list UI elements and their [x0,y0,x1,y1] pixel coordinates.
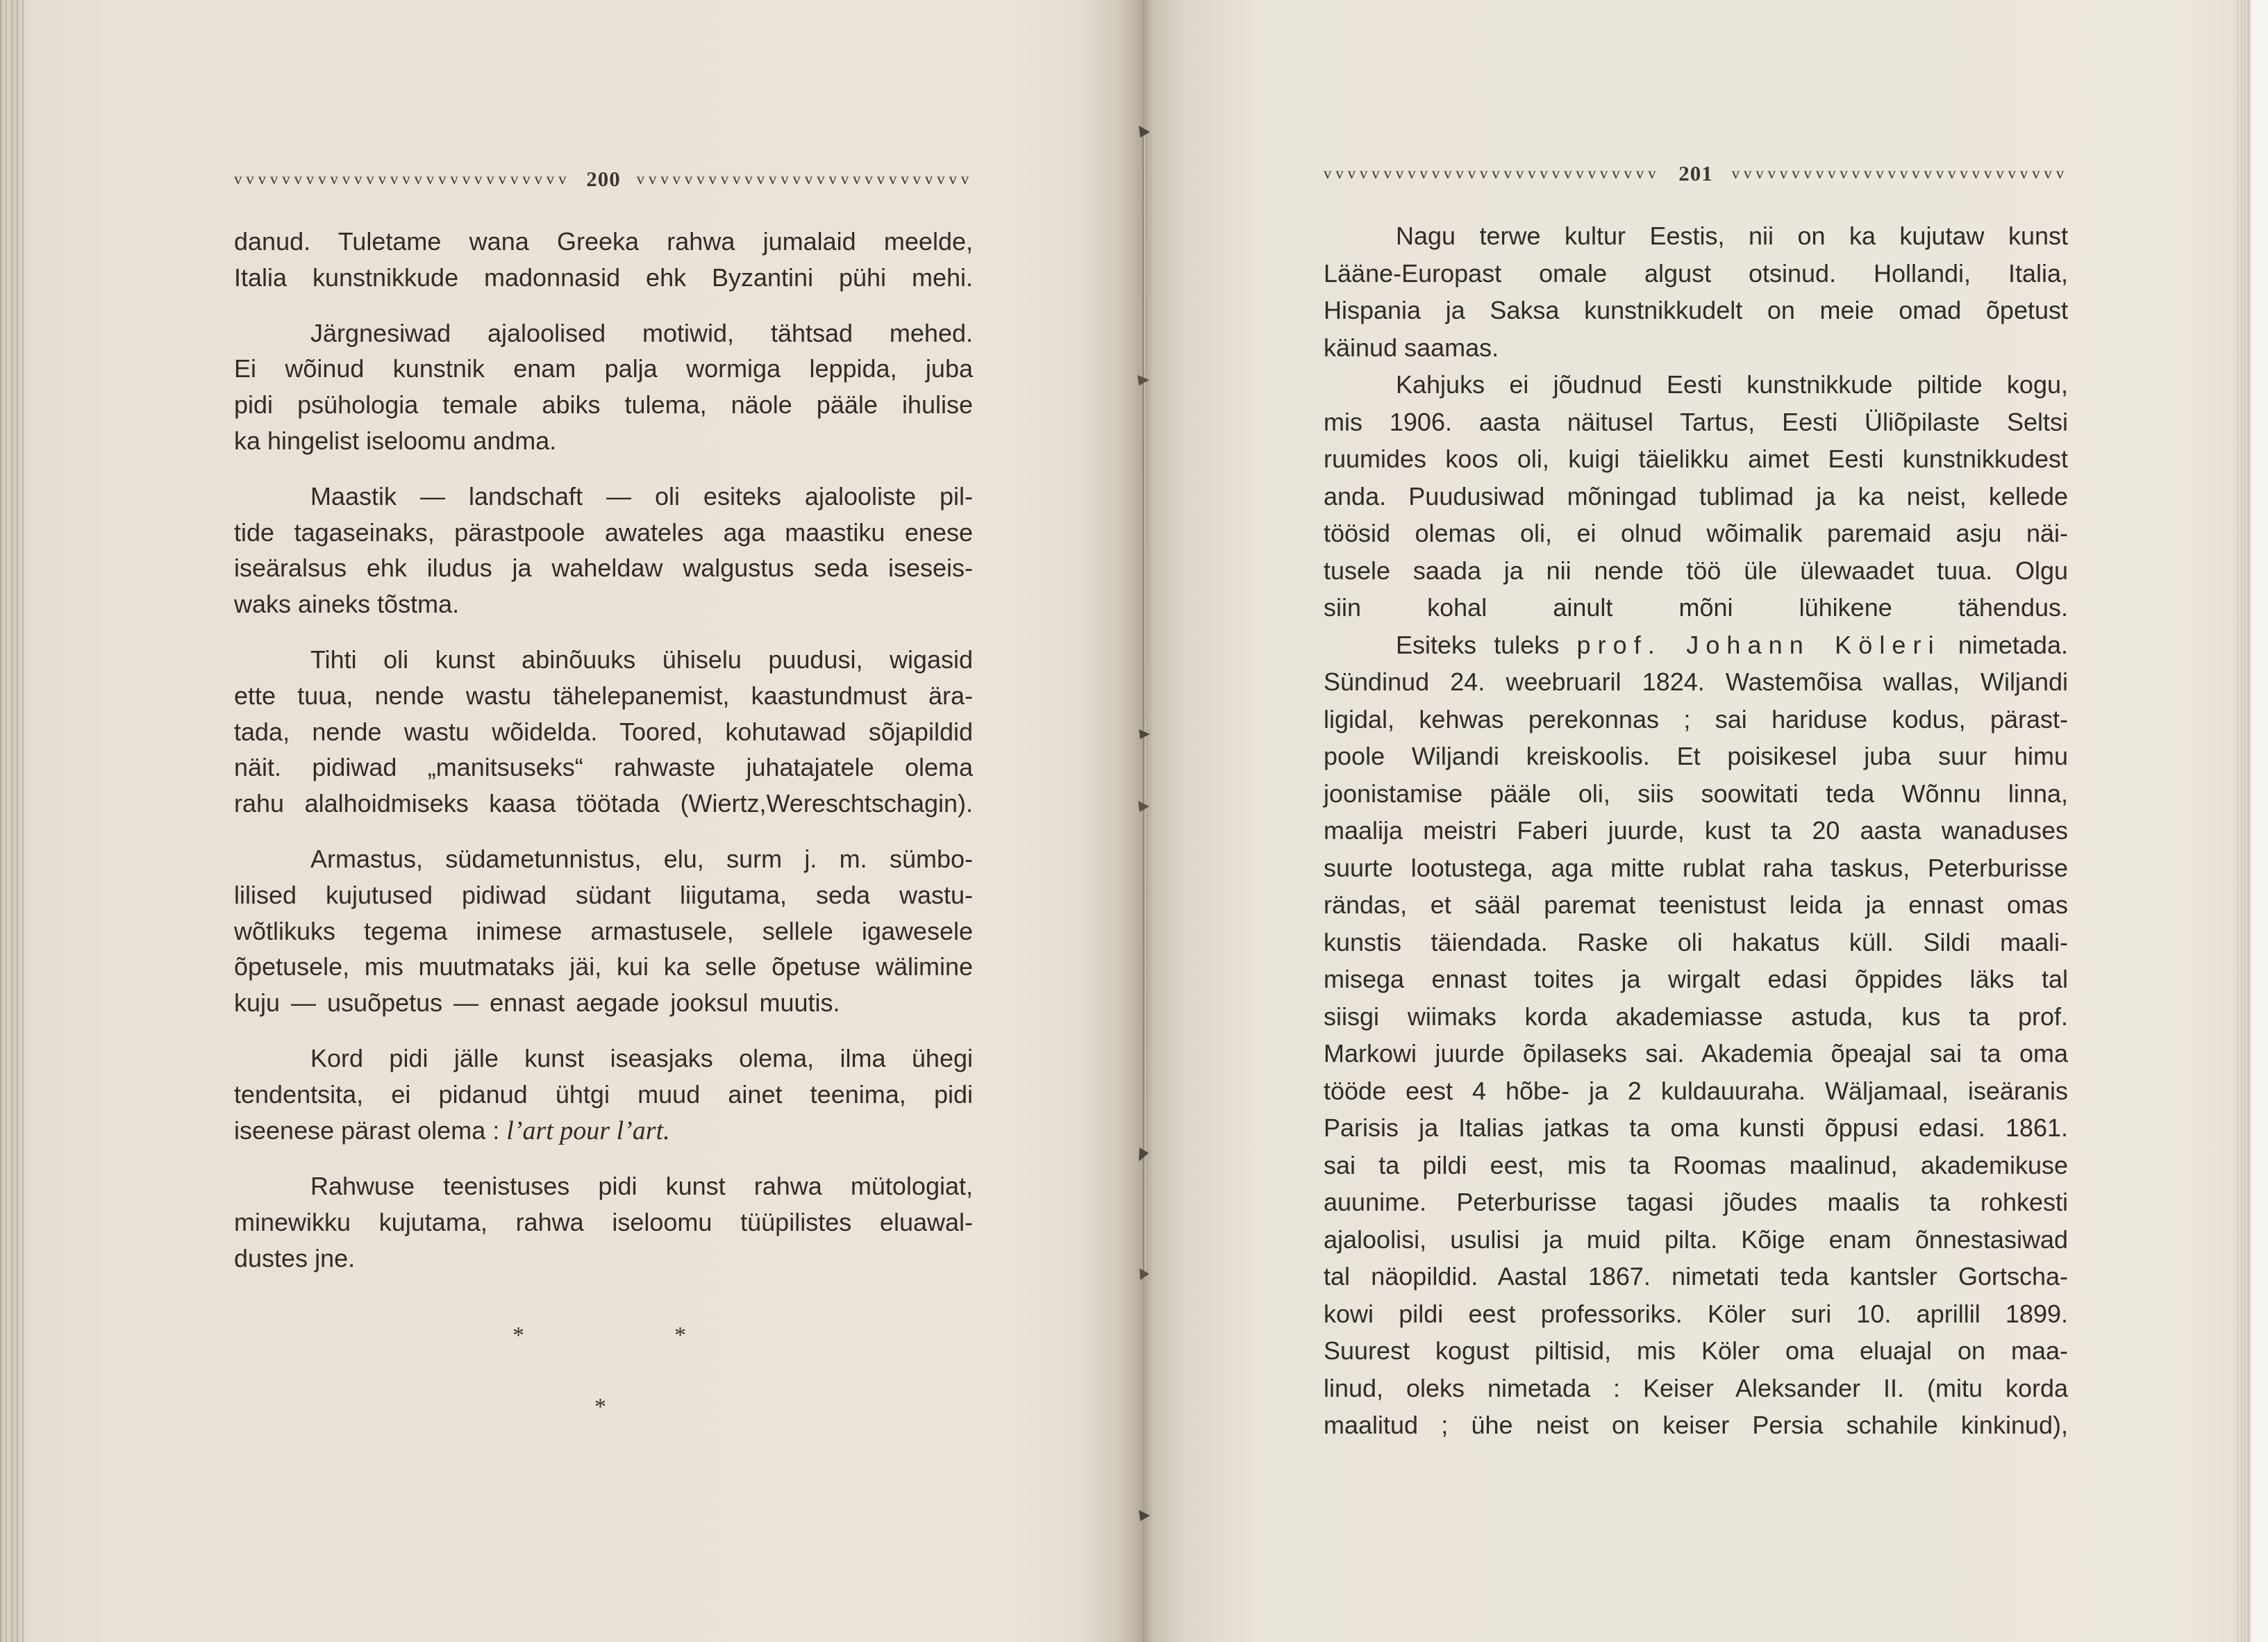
ornament-rule: vvvvvvvvvvvvvvvvvvvvvvvvvvvv [1324,165,1660,182]
right-running-head [1324,158,2068,189]
text-line: õpetusele, mis muutmataks jäi, kui ka selle õpetuse wälimine [234,952,973,981]
paragraph [234,1040,973,1149]
text-line: Rahwuse teenistuses pidi kunst rahwa mütologiat, [310,1172,973,1201]
text-line: ette tuua, nende wastu tähelepanemist, kaastundmust ära- [234,681,973,710]
paragraph [234,224,973,296]
text-line: poole Wiljandi kreiskoolis. Et poisikesel juba suur himu [1324,742,2068,770]
text-line: Suurest kogust piltisid, mis Köler oma eluajal on maa- [1324,1336,2068,1365]
text-line: tööde eest 4 hõbe- ja 2 kuldauuraha. Wäljamaal, iseäranis [1324,1076,2068,1105]
paragraph [234,1168,973,1276]
left-running-head [234,164,973,194]
left-page-edges [0,0,28,1642]
text-segment: iseenese pärast olema : [234,1116,500,1145]
text-line: dustes jne. [234,1243,356,1272]
spaced-name: prof. Johann Köleri [1576,630,1941,659]
text-line [1324,627,2068,664]
text-line: Nagu terwe kultur Eestis, nii on ka kujutaw kunst [1396,222,2068,250]
text-line: danud. Tuletame wana Greeka rahwa jumalaid meelde, [234,227,973,256]
page-number: 201 [1678,161,1713,185]
paragraph [234,315,973,459]
text-line: rahu alalhoidmiseks kaasa töötada (Wiertz,Wereschtschagin). [234,789,973,818]
text-line: tusele saada ja nii nende töö üle ülewaadet tuua. Olgu [1324,556,2068,585]
text-line: tal näopildid. Aastal 1867. nimetati teda kantsler Gortscha- [1324,1262,2068,1291]
text-line: siisgi wiimaks korda akademiasse astuda, kus ta prof. [1324,1002,2068,1031]
text-line: minewikku kujutama, rahwa iseloomu tüüpilistes eluawal- [234,1208,973,1237]
text-line: Hispania ja Saksa kunstnikkudelt on meie omad õpetust [1324,296,2068,324]
text-line: sai ta pildi eest, mis ta Roomas maalinud, akademikuse [1324,1150,2068,1179]
text-line: maalija meistri Faberi juurde, kust ta 20 aasta wanaduses [1324,816,2068,845]
text-line: tada, nende wastu wõidelda. Toored, kohutawad sõjapildid [234,717,973,746]
text-line: iseäralsus ehk iludus ja waheldaw walgustus seda iseseis- [234,554,973,583]
paragraph [1324,217,2068,366]
text-line: rändas, et sääl paremat teenistust leida ja ennast omas [1324,890,2068,919]
ornament-rule: vvvvvvvvvvvvvvvvvvvvvvvvvvvv [234,170,571,188]
text-line: ligidal, kehwas perekonnas ; sai hariduse kodus, pärast- [1324,704,2068,733]
text-line: Kord pidi jälle kunst iseasjaks olema, ilma ühegi [310,1043,973,1072]
binding-knot [1139,1510,1150,1521]
page-number: 200 [586,167,621,191]
text-line: käinud saamas. [1324,333,1499,362]
paragraph [234,841,973,1021]
paragraph [234,642,973,822]
text-line: Italia kunstnikkude madonnasid ehk Byzantini pühi mehi. [234,263,973,292]
text-line: kunstis täiendada. Raske oli hakatus küll. Sildi maali- [1324,927,2068,956]
ornament-rule: vvvvvvvvvvvvvvvvvvvvvvvvvvvv [636,170,973,188]
text-segment: nimetada. [1958,630,2068,659]
text-line: Parisis ja Italias jatkas ta oma kunsti õppusi edasi. 1861. [1324,1113,2068,1142]
text-line: maalitud ; ühe neist on keiser Persia schahile kinkinud), [1324,1411,2068,1439]
left-page-body [234,224,973,1277]
text-line: Armastus, südametunnistus, elu, surm j. m. sümbo- [310,844,973,873]
text-segment: Esiteks tuleks [1396,630,1560,659]
text-line: auunime. Peterburisse tagasi jõudes maalis ta rohkesti [1324,1188,2068,1216]
text-line: Järgnesiwad ajaloolised motiwid, tähtsad mehed. [310,318,973,347]
text-line: mis 1906. aasta näitusel Tartus, Eesti Üliõpilaste Seltsi [1324,407,2068,436]
text-line: kowi pildi eest professoriks. Köler suri 10. aprillil 1899. [1324,1299,2068,1328]
text-line: kuju — usuõpetus — ennast aegade jooksul muutis. [234,988,840,1018]
ornament-rule: vvvvvvvvvvvvvvvvvvvvvvvvvvvv [1731,165,2068,182]
text-line: Ei wõinud kunstnik enam palja wormiga leppida, juba [234,354,973,383]
text-line: suurte lootustega, aga mitte rublat raha taskus, Peterburisse [1324,853,2068,882]
text-line [234,1113,973,1150]
text-line: ajaloolisi, usulisi ja muid pilta. Kõige enam õnnestasiwad [1324,1225,2068,1254]
text-line: ruumides koos oli, kuigi täielikku aimet Eesti kunstnikkudest [1324,445,2068,473]
section-break-asterisk: * [512,1322,524,1348]
text-line: Lääne-Europast omale algust otsinud. Hollandi, Italia, [1324,258,2068,288]
text-line: näit. pidiwad „manitsuseks“ rahwaste juhatajatele olema [234,753,973,782]
text-line: Sündinud 24. weebruaril 1824. Wastemõisa wallas, Wiljandi [1324,667,2068,696]
binding-thread [1124,0,1165,1642]
paragraph [234,479,973,622]
paragraph [1324,366,2068,627]
paragraph [1324,627,2068,1444]
text-line: tide tagaseinaks, pärastpoole awateles aga maastiku enese [234,517,973,547]
italic-phrase: l’art pour l’art. [506,1116,670,1145]
text-line: ka hingelist iseloomu andma. [234,426,557,455]
text-line: Maastik — landschaft — oli esiteks ajalooliste pil- [310,481,973,511]
text-line: siin kohal ainult mõni lühikene tähendus. [1324,593,2068,622]
text-line: lilised kujutused pidiwad südant liigutama, seda wastu- [234,880,973,909]
text-line: wõtlikuks tegema inimese armastusele, sellele igawesele [234,916,973,945]
right-page-body [1324,217,2068,1444]
text-line: Kahjuks ei jõudnud Eesti kunstnikkude piltide kogu, [1396,370,2068,399]
text-line: waks aineks tõstma. [234,590,460,619]
text-line: tendentsita, ei pidanud ühtgi muud ainet teenima, pidi [234,1079,973,1109]
text-line: Tihti oli kunst abinõuuks ühiselu puudusi, wigasid [310,645,973,674]
text-line: linud, oleks nimetada : Keiser Aleksander II. (mitu korda [1324,1373,2068,1402]
text-line: töösid olemas oli, ei olnud wõimalik paremaid asju näi- [1324,519,2068,547]
section-break-asterisk: * [674,1322,686,1348]
text-line: misega ennast toites ja wirgalt edasi õppides läks tal [1324,965,2068,993]
right-page-edges [2237,0,2251,1642]
text-line: Markowi juurde õpilaseks sai. Akademia õpeajal sai ta oma [1324,1039,2068,1068]
section-break-asterisk: * [594,1394,606,1420]
text-line: anda. Puudusiwad mõningad tublimad ja ka neist, kellede [1324,481,2068,511]
text-line: pidi psühologia temale abiks tulema, näole pääle ihulise [234,390,973,420]
text-line: joonistamise pääle oli, siis soowitati teda Wõnnu linna, [1324,779,2068,808]
